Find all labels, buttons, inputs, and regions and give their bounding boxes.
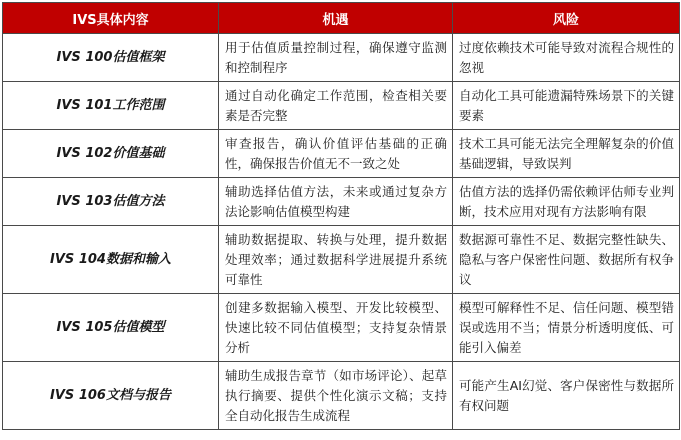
row-category: IVS 101工作范围 <box>3 82 219 130</box>
header-ivs-content: IVS具体内容 <box>3 3 219 34</box>
table-row <box>3 130 680 178</box>
row-risk: 技术工具可能无法完全理解复杂的价值基础逻辑，导致误判 <box>453 130 680 178</box>
row-risk: 数据源可靠性不足、数据完整性缺失、隐私与客户保密性问题、数据所有权争议 <box>453 226 680 294</box>
row-risk: 自动化工具可能遗漏特殊场景下的关键要素 <box>453 82 680 130</box>
row-opportunity: 创建多数据输入模型、开发比较模型、快速比较不同估值模型；支持复杂情景分析 <box>219 294 453 362</box>
table-row <box>3 82 680 130</box>
row-category: IVS 106文档与报告 <box>3 362 219 430</box>
row-opportunity: 辅助生成报告章节（如市场评论）、起草执行摘要、提供个性化演示文稿；支持全自动化报告生成流程 <box>219 362 453 430</box>
table-row <box>3 34 680 82</box>
table-row <box>3 226 680 294</box>
row-category: IVS 103估值方法 <box>3 178 219 226</box>
table-row <box>3 178 680 226</box>
table-row <box>3 362 680 430</box>
row-category: IVS 104数据和输入 <box>3 226 219 294</box>
row-risk: 模型可解释性不足、信任问题、模型错误或选用不当；情景分析透明度低、可能引入偏差 <box>453 294 680 362</box>
row-opportunity: 辅助数据提取、转换与处理，提升数据处理效率；通过数据科学进展提升系统可靠性 <box>219 226 453 294</box>
row-category: IVS 105估值模型 <box>3 294 219 362</box>
row-risk: 可能产生AI幻觉、客户保密性与数据所有权问题 <box>453 362 680 430</box>
row-opportunity: 用于估值质量控制过程，确保遵守监测和控制程序 <box>219 34 453 82</box>
row-opportunity: 辅助选择估值方法，未来或通过复杂方法论影响估值模型构建 <box>219 178 453 226</box>
row-category: IVS 100估值框架 <box>3 34 219 82</box>
row-opportunity: 审查报告，确认价值评估基础的正确性，确保报告价值无不一致之处 <box>219 130 453 178</box>
ivs-table <box>2 2 680 430</box>
row-risk: 估值方法的选择仍需依赖评估师专业判断，技术应用对现有方法影响有限 <box>453 178 680 226</box>
row-category: IVS 102价值基础 <box>3 130 219 178</box>
header-risk: 风险 <box>453 3 680 34</box>
row-opportunity: 通过自动化确定工作范围，检查相关要素是否完整 <box>219 82 453 130</box>
header-row <box>3 3 680 34</box>
table-row <box>3 294 680 362</box>
row-risk: 过度依赖技术可能导致对流程合规性的忽视 <box>453 34 680 82</box>
header-opportunity: 机遇 <box>219 3 453 34</box>
